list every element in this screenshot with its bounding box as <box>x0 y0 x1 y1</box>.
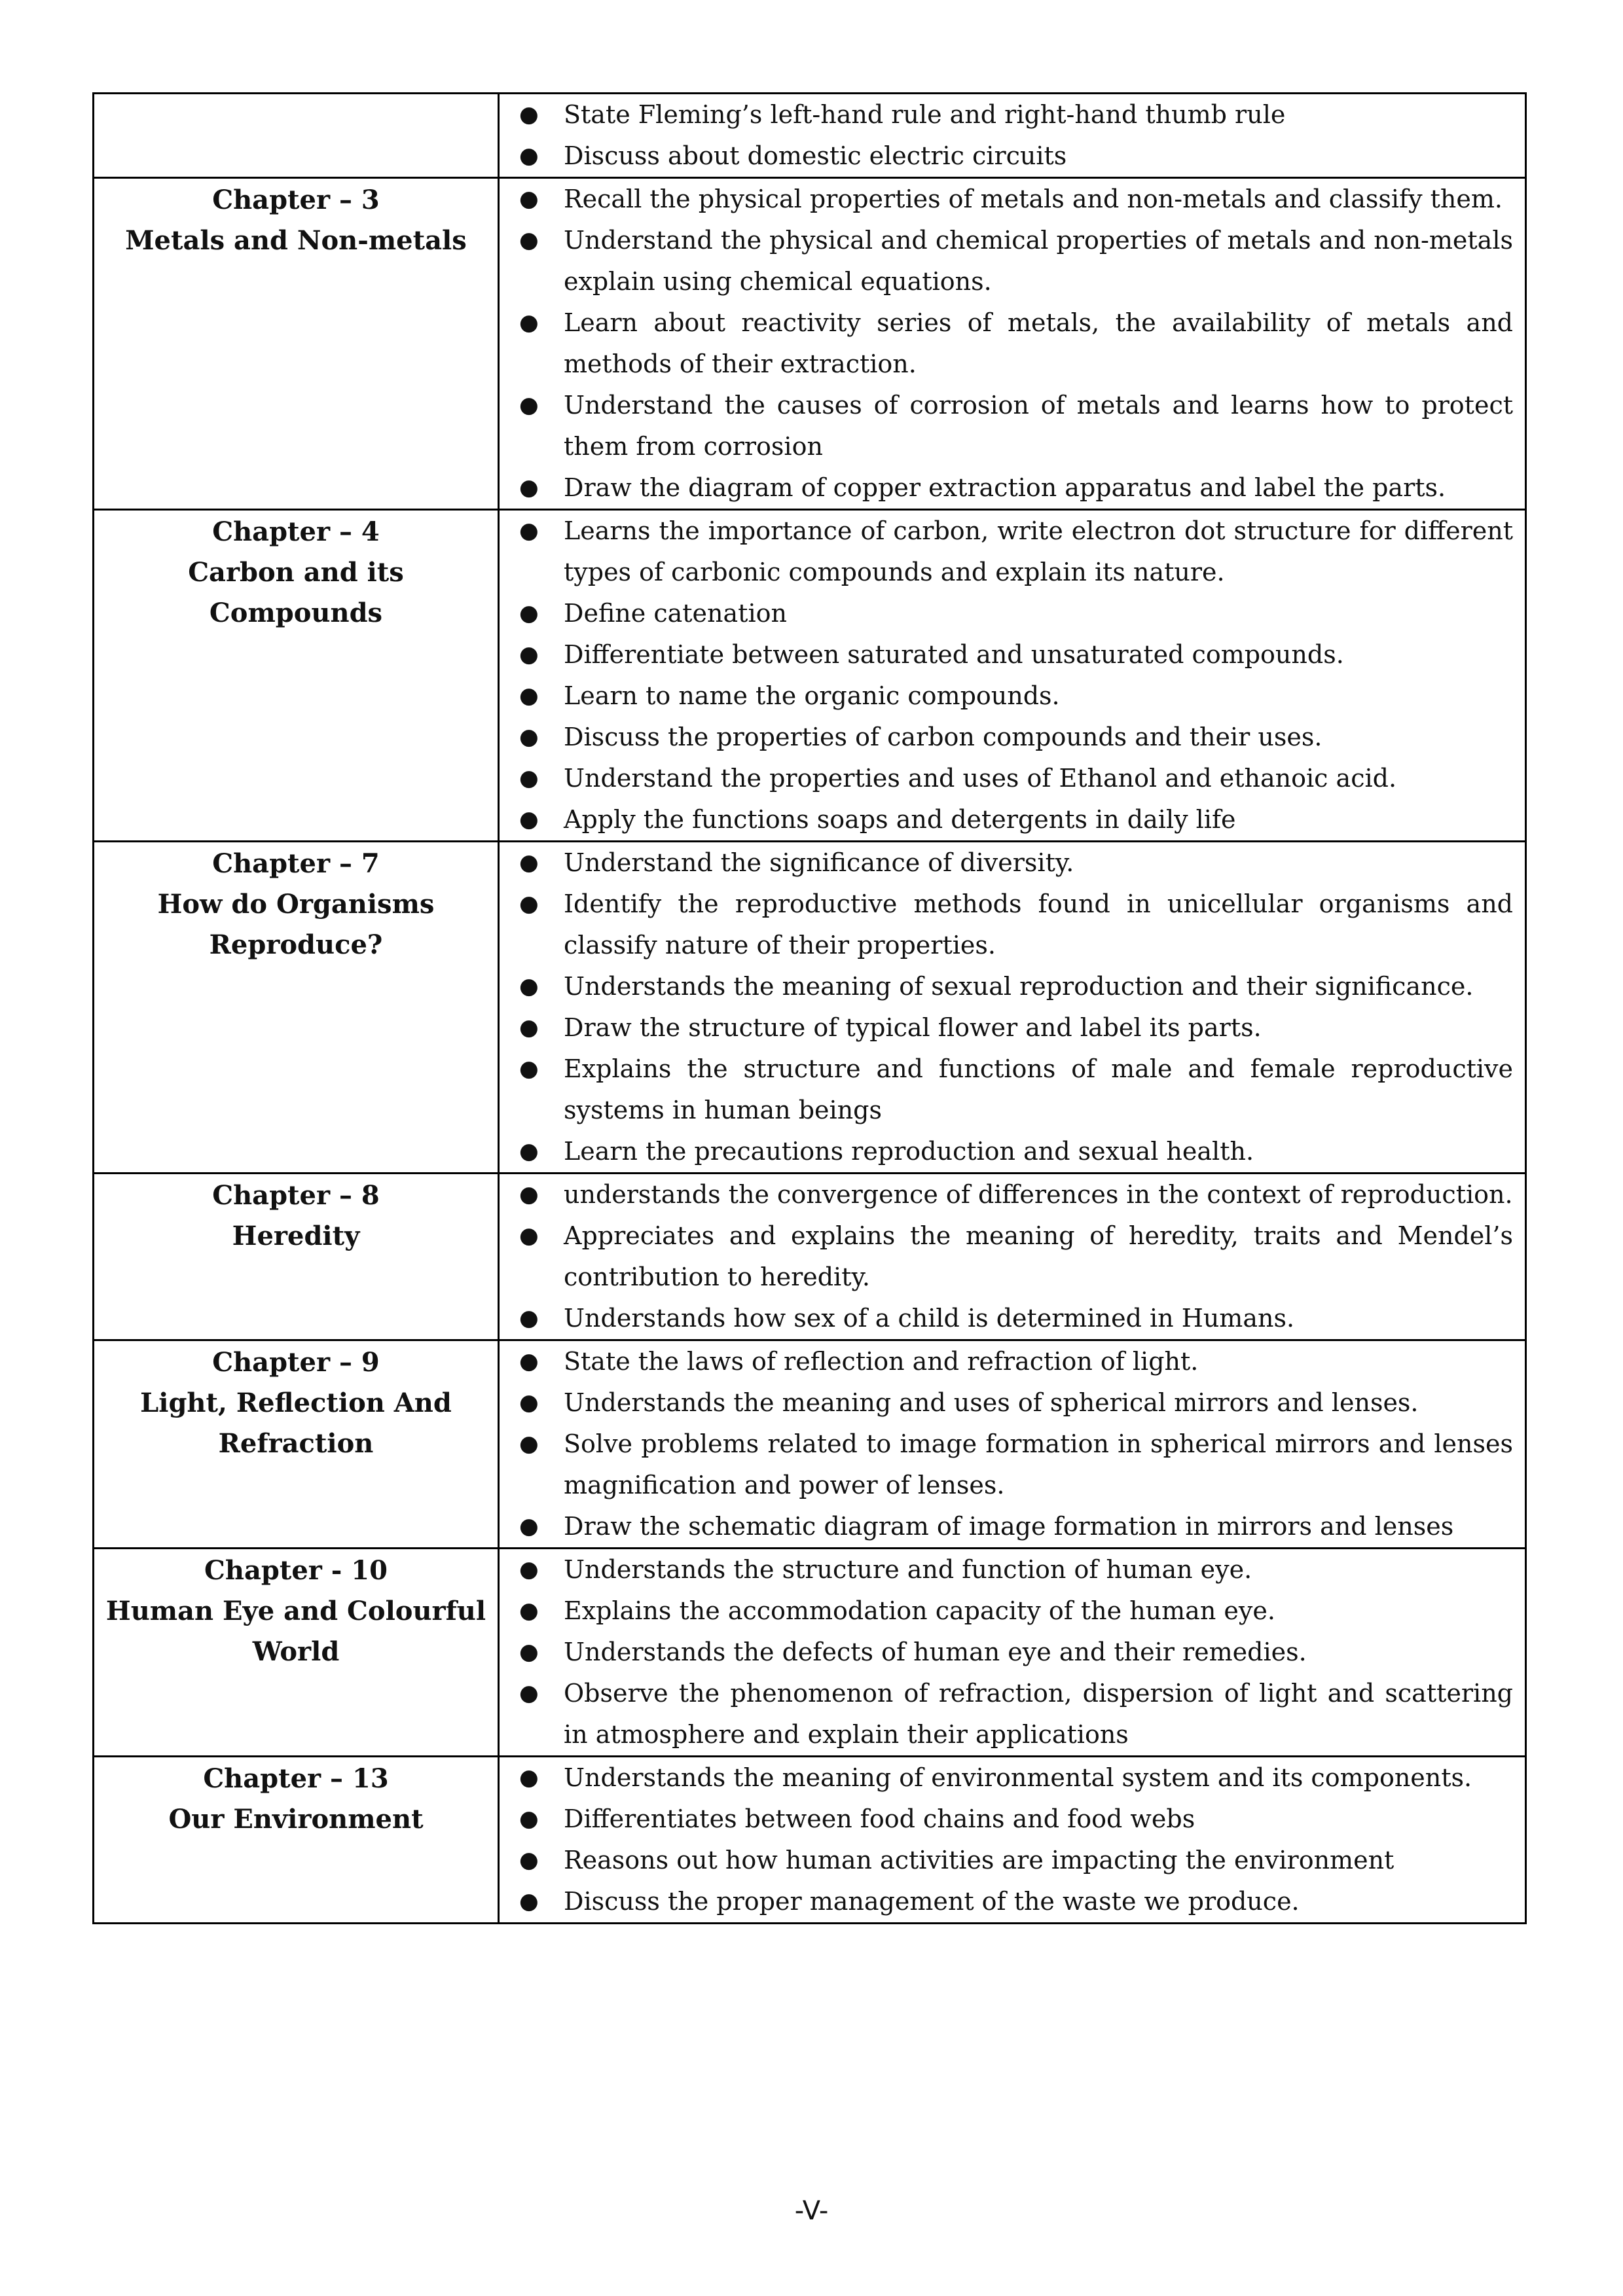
page-number: -V- <box>794 2196 829 2226</box>
bullet-icon: ● <box>519 310 539 336</box>
objective-text: understands the convergence of differences in the context of reproduction. <box>564 1180 1513 1209</box>
objective-text: Understand the physical and chemical properties of metals and non-metals explain using chemical equations. <box>564 226 1513 296</box>
objective-text: Differentiate between saturated and unsaturated compounds. <box>564 640 1344 669</box>
objectives-list <box>500 1174 1513 1339</box>
objectives-cell <box>499 178 1526 510</box>
objective-text: Explains the accommodation capacity of the human eye. <box>564 1596 1275 1625</box>
bullet-icon: ● <box>519 1138 539 1164</box>
chapter-title: Carbon and its Compounds <box>188 557 404 628</box>
objectives-list <box>500 179 1513 509</box>
list-item <box>500 94 1513 135</box>
bullet-icon: ● <box>519 186 539 212</box>
objective-text: Apply the functions soaps and detergents in daily life <box>564 805 1236 834</box>
bullet-icon: ● <box>519 1847 539 1873</box>
list-item <box>500 385 1513 467</box>
bullet-icon: ● <box>519 1765 539 1791</box>
bullet-icon: ● <box>519 806 539 833</box>
chapter-cell <box>94 1174 499 1340</box>
objective-text: Understands the meaning and uses of spherical mirrors and lenses. <box>564 1388 1419 1417</box>
bullet-icon: ● <box>519 973 539 999</box>
bullet-icon: ● <box>519 1806 539 1832</box>
chapter-title: Light, Reflection And Refraction <box>140 1388 452 1459</box>
bullet-icon: ● <box>519 1181 539 1208</box>
chapter-cell <box>94 1340 499 1549</box>
bullet-icon: ● <box>519 143 539 169</box>
list-item <box>500 884 1513 966</box>
chapter-number: Chapter – 7 <box>212 848 380 879</box>
chapter-cell <box>94 94 499 178</box>
learning-outcomes-table <box>92 92 1527 1924</box>
table-row <box>94 1757 1526 1924</box>
objective-text: Draw the structure of typical flower and label its parts. <box>564 1013 1262 1042</box>
list-item <box>500 135 1513 177</box>
list-item <box>500 179 1513 220</box>
objective-text: Define catenation <box>564 599 787 628</box>
chapter-number: Chapter – 9 <box>212 1347 380 1378</box>
bullet-icon: ● <box>519 392 539 418</box>
chapter-number: Chapter – 13 <box>203 1763 389 1794</box>
chapter-title: How do Organisms Reproduce? <box>157 889 435 960</box>
bullet-icon: ● <box>519 1056 539 1082</box>
list-item <box>500 1632 1513 1673</box>
list-item <box>500 1049 1513 1131</box>
list-item <box>500 1757 1513 1799</box>
chapter-cell <box>94 1757 499 1924</box>
bullet-icon: ● <box>519 1348 539 1374</box>
objective-text: Learns the importance of carbon, write electron dot structure for different types of carbonic compounds and explain its nature. <box>564 516 1513 586</box>
objective-text: Understand the properties and uses of Ethanol and ethanoic acid. <box>564 764 1397 793</box>
bullet-icon: ● <box>519 850 539 876</box>
bullet-icon: ● <box>519 891 539 917</box>
bullet-icon: ● <box>519 683 539 709</box>
bullet-icon: ● <box>519 101 539 128</box>
list-item <box>500 1840 1513 1881</box>
chapter-title: Our Environment <box>168 1804 424 1835</box>
bullet-icon: ● <box>519 1556 539 1583</box>
objectives-cell <box>499 1174 1526 1340</box>
objective-text: Recall the physical properties of metals and non-metals and classify them. <box>564 185 1503 213</box>
list-item <box>500 1007 1513 1049</box>
bullet-icon: ● <box>519 641 539 668</box>
objective-text: Identify the reproductive methods found in unicellular organisms and classify nature of their properties. <box>564 889 1513 960</box>
table-row <box>94 1340 1526 1549</box>
objectives-list <box>500 1549 1513 1755</box>
objectives-cell <box>499 510 1526 842</box>
objectives-cell <box>499 94 1526 178</box>
bullet-icon: ● <box>519 765 539 791</box>
objective-text: Draw the diagram of copper extraction apparatus and label the parts. <box>564 473 1446 502</box>
objective-text: Understands the meaning of environmental system and its components. <box>564 1763 1472 1792</box>
chapter-number: Chapter – 8 <box>212 1180 380 1211</box>
bullet-icon: ● <box>519 518 539 544</box>
chapter-cell <box>94 510 499 842</box>
list-item <box>500 1382 1513 1424</box>
list-item <box>500 842 1513 884</box>
table-row <box>94 842 1526 1174</box>
objective-text: Reasons out how human activities are impacting the environment <box>564 1846 1395 1874</box>
list-item <box>500 717 1513 758</box>
chapter-title: Human Eye and Colourful World <box>105 1596 486 1667</box>
chapter-cell <box>94 178 499 510</box>
objectives-list <box>500 511 1513 840</box>
list-item <box>500 758 1513 799</box>
chapter-number: Chapter – 4 <box>212 516 380 547</box>
bullet-icon: ● <box>519 724 539 750</box>
objective-text: Explains the structure and functions of male and female reproductive systems in human beings <box>564 1054 1513 1124</box>
objective-text: Learn about reactivity series of metals, the availability of metals and methods of their extraction. <box>564 308 1513 378</box>
bullet-icon: ● <box>519 1680 539 1706</box>
list-item <box>500 675 1513 717</box>
bullet-icon: ● <box>519 1513 539 1539</box>
list-item <box>500 1174 1513 1215</box>
list-item <box>500 634 1513 675</box>
objective-text: Discuss about domestic electric circuits <box>564 141 1067 170</box>
bullet-icon: ● <box>519 227 539 253</box>
chapter-number: Chapter - 10 <box>204 1555 388 1586</box>
objectives-cell <box>499 842 1526 1174</box>
chapter-cell <box>94 842 499 1174</box>
list-item <box>500 1799 1513 1840</box>
list-item <box>500 1549 1513 1590</box>
objective-text: State Fleming’s left-hand rule and right-hand thumb rule <box>564 100 1286 129</box>
list-item <box>500 220 1513 302</box>
list-item <box>500 1881 1513 1922</box>
objective-text: Solve problems related to image formation in spherical mirrors and lenses magnification and power of lenses. <box>564 1429 1513 1499</box>
list-item <box>500 593 1513 634</box>
objective-text: State the laws of reflection and refraction of light. <box>564 1347 1199 1376</box>
list-item <box>500 511 1513 593</box>
objective-text: Learn to name the organic compounds. <box>564 681 1060 710</box>
list-item <box>500 799 1513 840</box>
objective-text: Discuss the properties of carbon compounds and their uses. <box>564 723 1322 751</box>
bullet-icon: ● <box>519 600 539 626</box>
objective-text: Understand the causes of corrosion of metals and learns how to protect them from corrosion <box>564 391 1513 461</box>
list-item <box>500 1298 1513 1339</box>
objective-text: Understands the defects of human eye and their remedies. <box>564 1638 1307 1666</box>
bullet-icon: ● <box>519 1305 539 1331</box>
bullet-icon: ● <box>519 475 539 501</box>
table-row <box>94 178 1526 510</box>
objectives-list <box>500 842 1513 1172</box>
table-row <box>94 94 1526 178</box>
list-item <box>500 1506 1513 1547</box>
list-item <box>500 1424 1513 1506</box>
objective-text: Draw the schematic diagram of image formation in mirrors and lenses <box>564 1512 1454 1541</box>
objective-text: Understands the structure and function of human eye. <box>564 1555 1252 1584</box>
objective-text: Learn the precautions reproduction and sexual health. <box>564 1137 1254 1166</box>
table-row <box>94 510 1526 842</box>
list-item <box>500 966 1513 1007</box>
list-item <box>500 1131 1513 1172</box>
list-item <box>500 1341 1513 1382</box>
bullet-icon: ● <box>519 1390 539 1416</box>
list-item <box>500 467 1513 509</box>
objective-text: Understand the significance of diversity. <box>564 848 1074 877</box>
objectives-cell <box>499 1549 1526 1757</box>
objectives-list <box>500 94 1513 177</box>
list-item <box>500 1590 1513 1632</box>
objectives-list <box>500 1757 1513 1922</box>
objective-text: Understands the meaning of sexual reproduction and their significance. <box>564 972 1474 1001</box>
objectives-cell <box>499 1757 1526 1924</box>
objective-text: Differentiates between food chains and food webs <box>564 1804 1195 1833</box>
chapter-number: Chapter – 3 <box>212 185 380 215</box>
list-item <box>500 1215 1513 1298</box>
list-item <box>500 302 1513 385</box>
bullet-icon: ● <box>519 1431 539 1457</box>
objectives-list <box>500 1341 1513 1547</box>
table-row <box>94 1174 1526 1340</box>
chapter-title: Heredity <box>232 1221 360 1251</box>
chapter-title: Metals and Non-metals <box>125 225 467 256</box>
bullet-icon: ● <box>519 1223 539 1249</box>
bullet-icon: ● <box>519 1639 539 1665</box>
bullet-icon: ● <box>519 1598 539 1624</box>
table-row <box>94 1549 1526 1757</box>
chapter-cell <box>94 1549 499 1757</box>
bullet-icon: ● <box>519 1888 539 1914</box>
objective-text: Observe the phenomenon of refraction, dispersion of light and scattering in atmosphere and explain their applications <box>564 1679 1513 1749</box>
objectives-cell <box>499 1340 1526 1549</box>
list-item <box>500 1673 1513 1755</box>
objective-text: Appreciates and explains the meaning of heredity, traits and Mendel’s contribution to heredity. <box>564 1221 1513 1291</box>
bullet-icon: ● <box>519 1014 539 1041</box>
objective-text: Understands how sex of a child is determined in Humans. <box>564 1304 1295 1333</box>
objective-text: Discuss the proper management of the waste we produce. <box>564 1887 1300 1916</box>
